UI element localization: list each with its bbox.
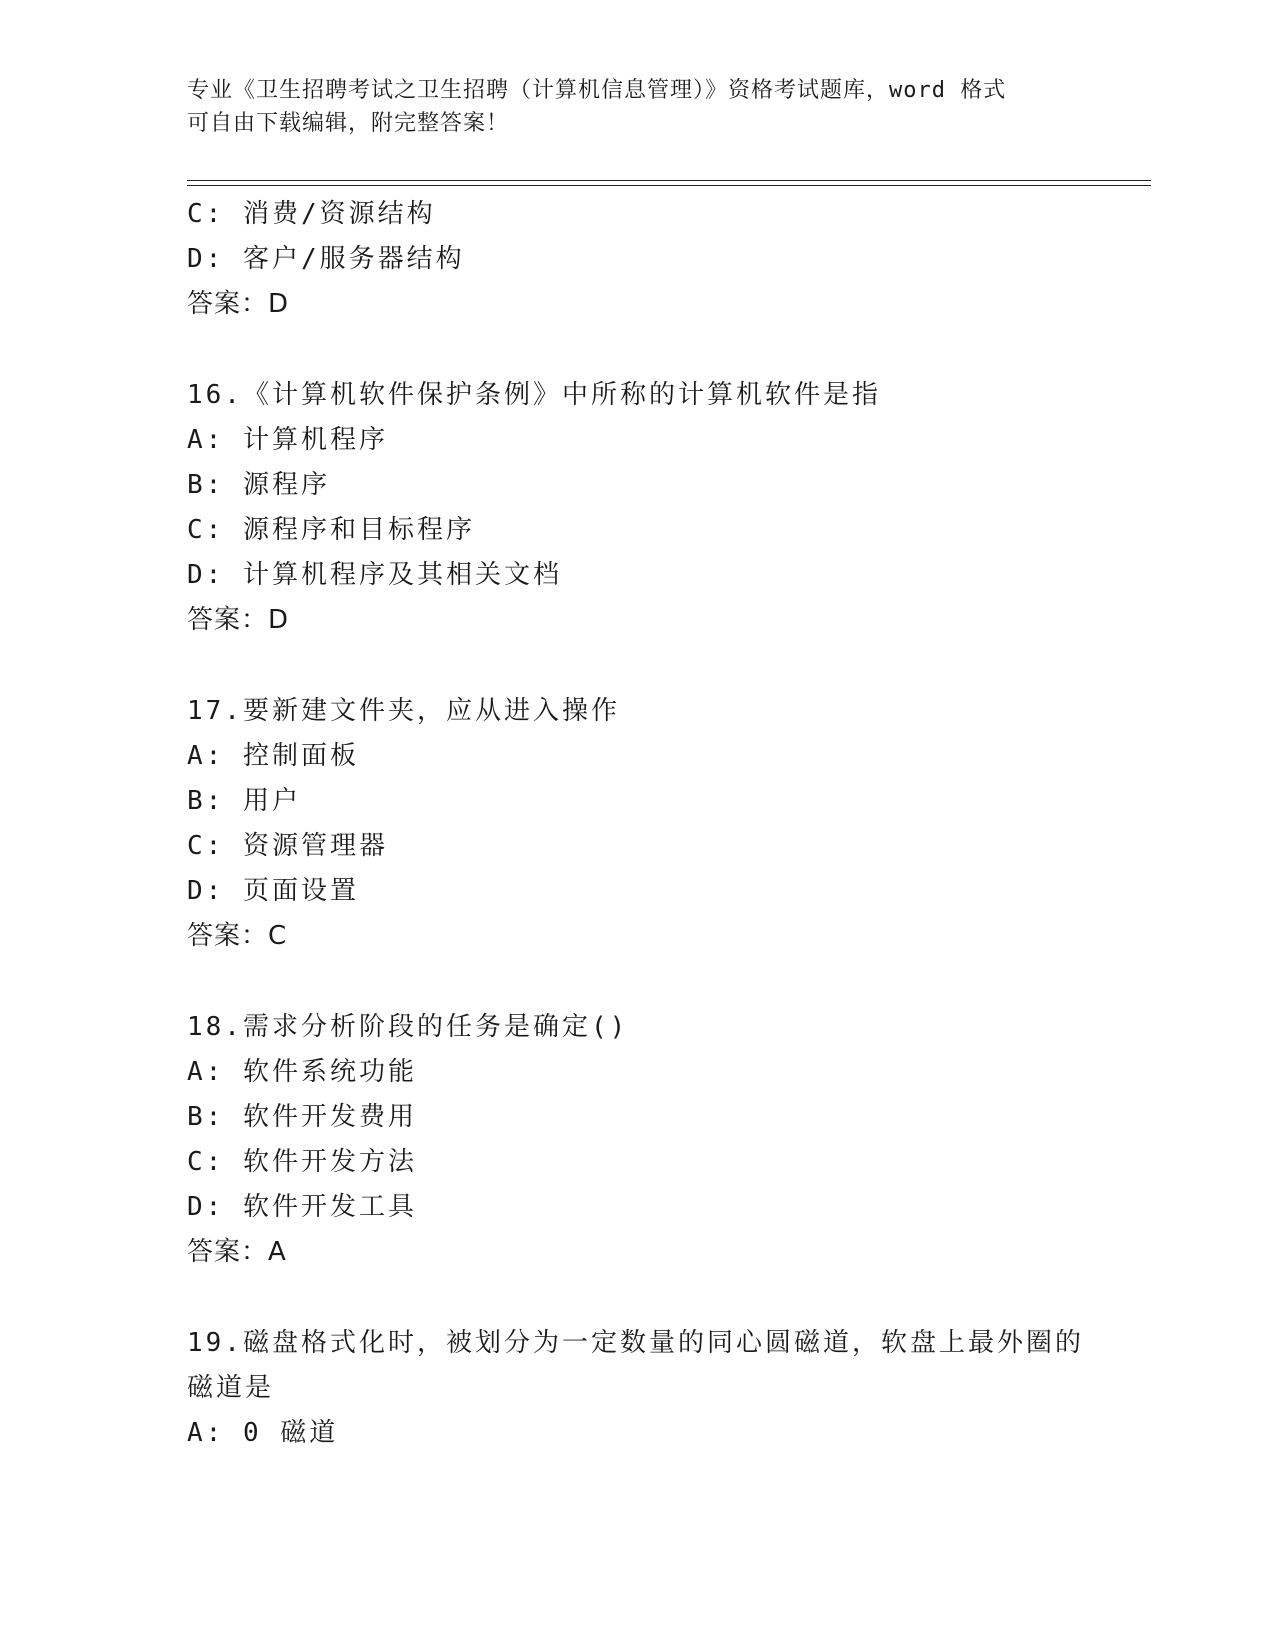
q18-question: 18.需求分析阶段的任务是确定() (187, 1012, 629, 1042)
q15-option-d: D: 客户/服务器结构 (187, 244, 465, 274)
question-list (187, 192, 1117, 1456)
header-divider-bottom (187, 185, 1151, 186)
q17-option-a: A: 控制面板 (187, 741, 359, 771)
q16-question: 16.《计算机软件保护条例》中所称的计算机软件是指 (187, 380, 881, 410)
q17-option-c: C: 资源管理器 (187, 831, 388, 861)
q17-option-d: D: 页面设置 (187, 876, 359, 906)
q16-option-c: C: 源程序和目标程序 (187, 515, 475, 545)
q18-option-b: B: 软件开发费用 (187, 1102, 417, 1132)
q18-option-a: A: 软件系统功能 (187, 1057, 417, 1087)
q17-question: 17.要新建文件夹，应从进入操作 (187, 696, 620, 726)
q16-option-d: D: 计算机程序及其相关文档 (187, 560, 562, 590)
q18-option-c: C: 软件开发方法 (187, 1147, 417, 1177)
q16-answer: 答案：D (187, 605, 290, 635)
q17-answer: 答案：C (187, 921, 288, 951)
q19-option-a: A: 0 磁道 (187, 1418, 339, 1448)
q17-option-b: B: 用户 (187, 786, 301, 816)
document-header (187, 74, 1067, 140)
q15-option-c: C: 消费/资源结构 (187, 199, 436, 229)
q16-option-b: B: 源程序 (187, 470, 330, 500)
header-line-1: 专业《卫生招聘考试之卫生招聘（计算机信息管理）》资格考试题库，word 格式 (187, 78, 1007, 103)
q15-answer: 答案：D (187, 289, 290, 319)
q16-option-a: A: 计算机程序 (187, 425, 388, 455)
q19-question-line-1: 19.磁盘格式化时，被划分为一定数量的同心圆磁道，软盘上最外圈的 (187, 1328, 1084, 1358)
header-line-2: 可自由下载编辑，附完整答案！ (187, 111, 510, 136)
q18-answer: 答案：A (187, 1237, 287, 1267)
q19-question-line-2: 磁道是 (187, 1373, 275, 1403)
q18-option-d: D: 软件开发工具 (187, 1192, 417, 1222)
header-divider-top (187, 180, 1151, 181)
